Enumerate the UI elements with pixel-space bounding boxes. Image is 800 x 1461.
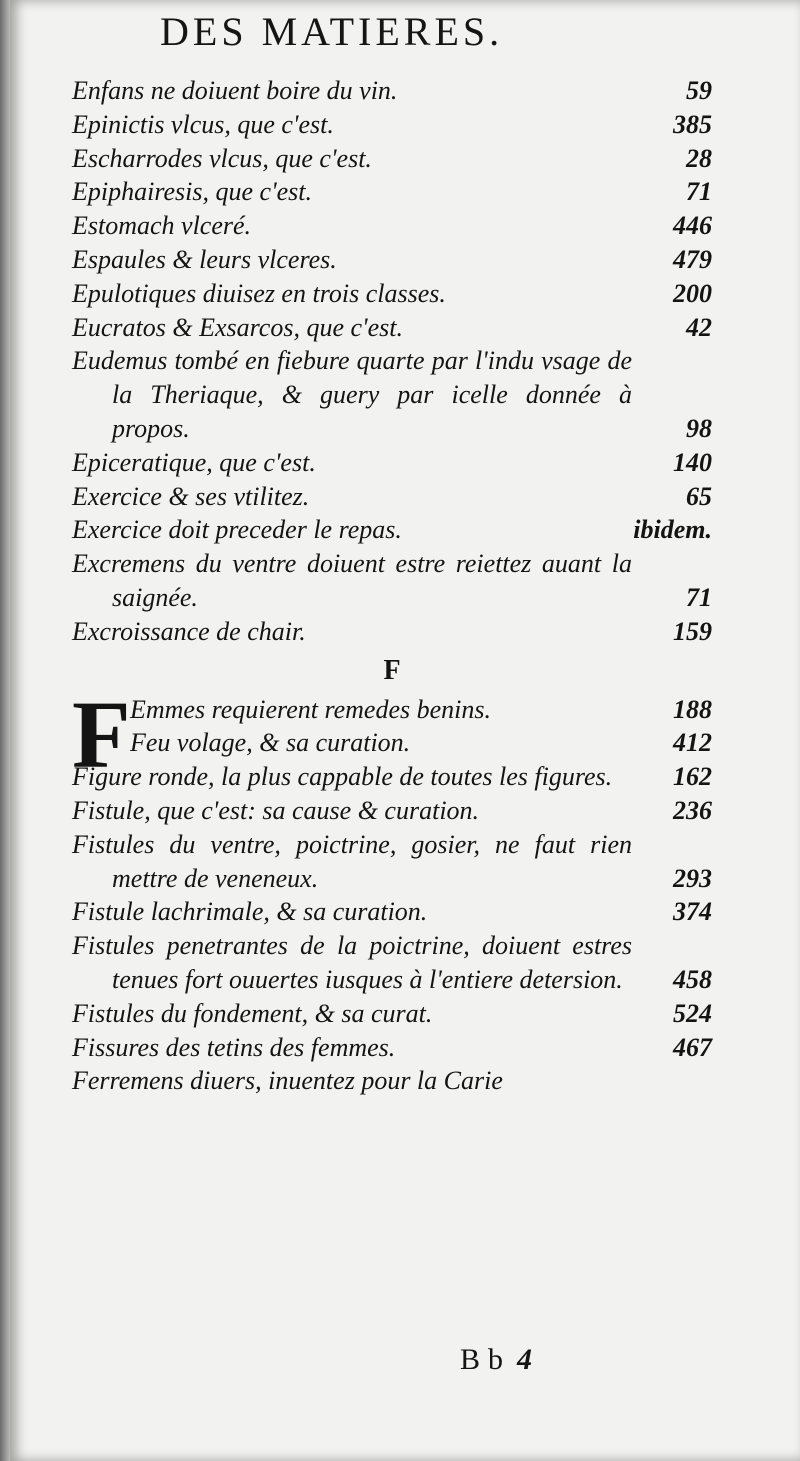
entry-text: Fistules du ventre, poictrine, gosier, ne faut rien mettre de veneneux. <box>72 829 632 893</box>
index-entry <box>72 547 712 615</box>
index-entry <box>72 828 712 896</box>
index-entry <box>72 446 712 480</box>
entry-page-number: 200 <box>673 278 712 308</box>
index-entry <box>72 311 712 345</box>
entry-text: Fissures des tetins des femmes. <box>72 1032 396 1062</box>
index-entry <box>72 895 712 929</box>
entry-text: Figure ronde, la plus cappable de toutes les figures. <box>72 762 613 792</box>
entry-text: Epulotiques diuisez en trois classes. <box>72 278 446 308</box>
entry-text: Fistules penetrantes de la poictrine, doiuent estres tenues fort ouuertes iusques à l'entiere detersion. <box>72 931 632 994</box>
entry-text: Fistules du fondement, & sa curat. <box>72 998 433 1028</box>
entry-page-number: ibidem. <box>633 515 712 545</box>
entry-page-number: 188 <box>673 694 712 724</box>
drop-cap-f: F <box>72 680 131 788</box>
index-entry <box>72 243 712 277</box>
index-entry <box>72 997 712 1031</box>
index-entry <box>72 108 712 142</box>
entry-page-number: 71 <box>686 177 712 207</box>
index-entries <box>72 74 712 1098</box>
entry-page-number: 458 <box>673 964 712 994</box>
entry-page-number: 65 <box>686 481 712 511</box>
index-entry <box>72 209 712 243</box>
book-page <box>10 0 800 1461</box>
index-entry <box>72 175 712 209</box>
entry-text: Exercice & ses vtilitez. <box>72 481 310 511</box>
entry-page-number: 374 <box>673 897 712 927</box>
page-footer <box>460 1343 540 1377</box>
gathering-number: 4 <box>517 1343 541 1376</box>
entry-page-number: 162 <box>673 762 712 792</box>
section-letter-f: F <box>383 654 401 686</box>
entry-text: Estomach vlceré. <box>72 211 252 241</box>
entry-page-number: 293 <box>673 863 712 893</box>
entry-page-number: 236 <box>673 795 712 825</box>
entries-f-first <box>130 693 712 761</box>
index-entry <box>72 1031 712 1065</box>
entry-text: Enfans ne doiuent boire du vin. <box>72 76 398 105</box>
index-entry <box>72 344 712 445</box>
entry-page-number: 42 <box>686 312 712 342</box>
entry-text: Fistule lachrimale, & sa curation. <box>72 897 428 927</box>
entry-page-number: 59 <box>686 76 712 105</box>
index-entry <box>72 277 712 311</box>
index-entry <box>72 513 712 547</box>
entry-page-number: 28 <box>686 143 712 173</box>
entry-page-number: 467 <box>673 1032 712 1062</box>
entry-text: Feu volage, & sa curation. <box>130 728 411 758</box>
entry-text: Fistule, que c'est: sa cause & curation. <box>72 795 480 825</box>
entry-page-number: 159 <box>673 616 712 646</box>
entry-text: Emmes requierent remedes benins. <box>130 694 492 724</box>
entry-text: Ferremens diuers, inuentez pour la Carie <box>72 1066 503 1096</box>
entry-text: Epiphairesis, que c'est. <box>72 177 313 207</box>
signature-mark: Bb <box>460 1343 512 1376</box>
entry-text: Epiceratique, que c'est. <box>72 447 316 477</box>
index-entry <box>72 74 712 108</box>
index-entry <box>72 794 712 828</box>
entry-page-number: 385 <box>673 109 712 139</box>
entry-text: Escharrodes vlcus, que c'est. <box>72 143 372 173</box>
page-header: DES MATIERES. <box>160 9 504 54</box>
entry-page-number: 140 <box>673 447 712 477</box>
entry-page-number: 524 <box>673 998 712 1028</box>
entry-text: Eucratos & Exsarcos, que c'est. <box>72 312 403 342</box>
entry-page-number: 71 <box>686 582 712 612</box>
index-entry <box>130 726 712 760</box>
index-entry <box>72 760 712 794</box>
book-gutter <box>0 0 10 1461</box>
entry-page-number: 446 <box>673 211 712 241</box>
entry-text: Epinictis vlcus, que c'est. <box>72 109 334 139</box>
index-entry <box>72 142 712 176</box>
entry-page-number: 412 <box>673 728 712 758</box>
index-entry <box>72 615 712 649</box>
entries-e <box>72 74 712 649</box>
index-entry <box>72 480 712 514</box>
index-entry <box>72 1064 712 1098</box>
entry-text: Espaules & leurs vlceres. <box>72 244 337 274</box>
entry-page-number: 98 <box>686 413 712 443</box>
entry-text: Exercice doit preceder le repas. <box>72 515 402 545</box>
entry-text: Eudemus tombé en fiebure quarte par l'indu vsage de la Theriaque, & guery par icelle donnée à propos. <box>72 346 632 443</box>
entry-text: Excroissance de chair. <box>72 616 306 646</box>
entry-page-number: 479 <box>673 244 712 274</box>
index-entry <box>130 693 712 727</box>
entry-text: Excremens du ventre doiuent estre reiettez auant la saignée. <box>72 549 632 612</box>
index-entry <box>72 929 712 997</box>
entries-f <box>72 760 712 1098</box>
